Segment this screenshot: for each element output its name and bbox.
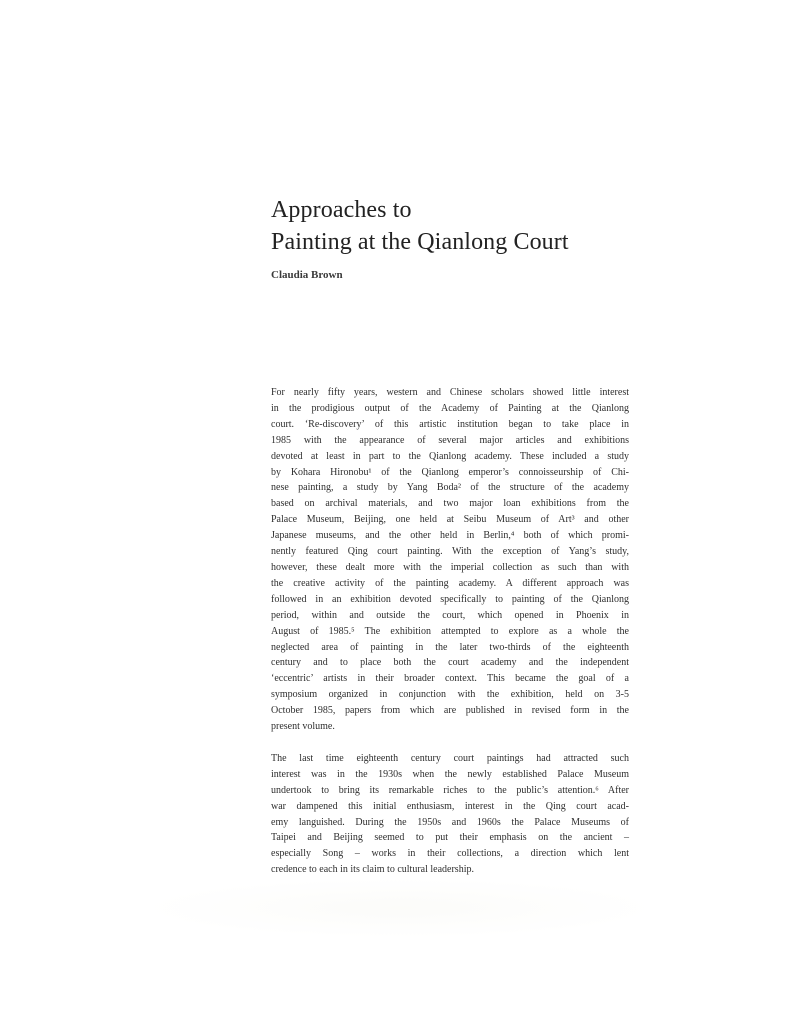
body-text-line: October 1985, papers from which are published in revised form in the	[271, 705, 629, 717]
article-title-block	[271, 194, 691, 258]
body-text-line: Taipei and Beijing seemed to put their emphasis on the ancient –	[271, 832, 629, 844]
body-text-line: century and to place both the court academy and the independent	[271, 657, 629, 669]
body-text-line: neglected area of painting in the later two-thirds of the eighteenth	[271, 641, 629, 653]
body-text-line: by Kohara Hironobu¹ of the Qianlong emperor’s connoisseurship of Chi-	[271, 466, 629, 478]
body-text-line: present volume.	[271, 721, 335, 733]
article-title-line: Approaches to	[271, 197, 412, 223]
body-text-line: however, these dealt more with the imperial collection as such than with	[271, 561, 629, 573]
body-text-line: in the prodigious output of the Academy of Painting at the Qianlong	[271, 402, 629, 414]
article-author: Claudia Brown	[271, 269, 343, 281]
body-text-line: nently featured Qing court painting. With the exception of Yang’s study,	[271, 546, 629, 558]
body-text-line: Japanese museums, and the other held in Berlin,⁴ both of which promi-	[271, 530, 629, 542]
body-paragraph-1	[271, 385, 629, 735]
body-text-line: period, within and outside the court, which opened in Phoenix in	[271, 609, 629, 621]
body-text-line: nese painting, a study by Yang Boda² of the structure of the academy	[271, 482, 629, 494]
body-text-line: based on archival materials, and two major loan exhibitions from the	[271, 498, 629, 510]
body-text-line: war dampened this initial enthusiasm, interest in the Qing court acad-	[271, 800, 629, 812]
page-bottom-scan-shading	[140, 878, 660, 938]
body-text-line: The last time eighteenth century court paintings had attracted such	[271, 752, 629, 764]
body-paragraph-2	[271, 751, 629, 878]
body-text-line: interest was in the 1930s when the newly established Palace Museum	[271, 768, 629, 780]
body-text-line: followed in an exhibition devoted specifically to painting of the Qianlong	[271, 593, 629, 605]
body-text-line: August of 1985.⁵ The exhibition attempted to explore as a whole the	[271, 625, 629, 637]
body-text-line: 1985 with the appearance of several major articles and exhibitions	[271, 434, 629, 446]
body-text-line: Palace Museum, Beijing, one held at Seibu Museum of Art³ and other	[271, 514, 629, 526]
body-text-line: credence to each in its claim to cultural leadership.	[271, 864, 474, 876]
body-text-line: ‘eccentric’ artists in their broader context. This became the goal of a	[271, 673, 629, 685]
body-text-line: undertook to bring its remarkable riches to the public’s attention.⁶ After	[271, 784, 629, 796]
article-title	[271, 194, 691, 258]
body-text-line: emy languished. During the 1950s and 1960s the Palace Museums of	[271, 816, 629, 828]
body-text-line: devoted at least in part to the Qianlong academy. These included a study	[271, 450, 629, 462]
article-body	[271, 385, 629, 878]
body-text-line: especially Song – works in their collections, a direction which lent	[271, 848, 629, 860]
body-text-line: court. ‘Re-discovery’ of this artistic institution began to take place in	[271, 418, 629, 430]
article-title-line: Painting at the Qianlong Court	[271, 229, 569, 255]
body-text-line: symposium organized in conjunction with the exhibition, held on 3-5	[271, 689, 629, 701]
body-text-line: For nearly fifty years, western and Chinese scholars showed little interest	[271, 387, 629, 398]
body-text-line: the creative activity of the painting academy. A different approach was	[271, 577, 629, 589]
